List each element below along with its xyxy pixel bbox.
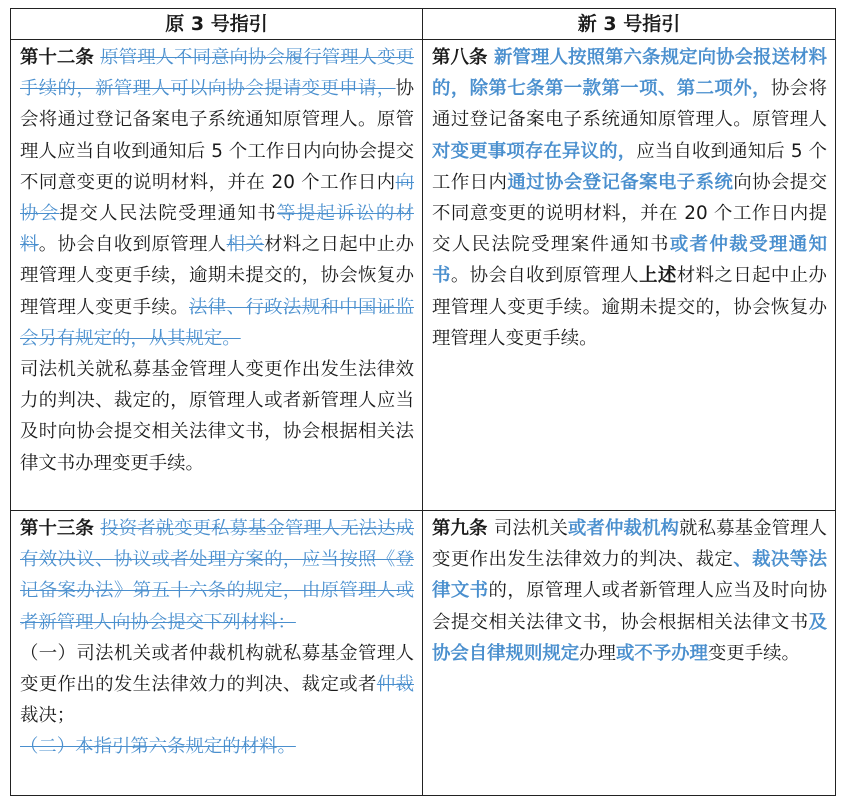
deleted-text: 相关 [226,234,265,256]
paragraph [432,42,827,354]
paragraph [20,638,414,732]
paragraph [20,731,414,762]
article-number: 第十三条 [20,518,101,539]
text-segment: 。协会自收到原管理人 [38,234,227,256]
emphasized-text: 上述 [639,265,677,287]
text-segment: （一）司法机关或者仲裁机构就私募基金管理人变更作出的发生法律效力的判决、裁定或者 [20,642,414,696]
text-segment: 协会将通过登记备案电子系统通知原管理人。原管理人 [432,78,827,131]
added-text: 对变更事项存在异议的， [432,140,637,162]
text-segment: 司法机关 [494,518,569,539]
header-row [11,9,836,40]
deleted-text: 原管理人不同意向协会履行管理人变更手续的，新管理人可以向协会提请变更申请， [20,47,414,100]
text-segment: 变更手续。 [707,642,800,664]
cell-new-article-9 [423,511,836,796]
text-segment: 就私募基金管理人变更作出发生法律效力的判决、裁定 [432,518,827,571]
text-segment: 向协会提交不同意变更的说明材料，并在 20 个工作日内提交人民法院受理案件通知书 [432,171,827,256]
cell-new-article-8 [423,40,836,511]
header-new-guideline: 新 3 号指引 [423,9,836,40]
added-text: 或不予办理 [615,642,708,664]
added-text: 或者仲裁受理通知书 [432,234,827,287]
table-row [11,40,836,511]
added-text: 新管理人按照第六条规定向协会报送材料的，除第七条第一款第一项、第二项外， [432,47,827,100]
header-old-guideline: 原 3 号指引 [11,9,423,40]
added-text: 或者仲裁机构 [568,518,680,539]
text-segment: 司法机关就私募基金管理人变更作出发生法律效力的判决、裁定的，原管理人或者新管理人应当及时向协会提交相关法律文书，协会根据相关法律文书办理变更手续。 [20,359,414,474]
text-segment: 协会将通过登记备案电子系统通知原管理人。原管理人应当自收到通知后 5 个工作日内向协会提交不同意变更的说明材料，并在 20 个工作日内 [20,78,414,193]
paragraph [20,42,414,354]
text-segment: 材料之日起中止办理管理人变更手续。逾期未提交的，协会恢复办理管理人变更手续。 [432,265,827,349]
comparison-table [10,8,836,796]
text-segment: 办理 [579,642,616,664]
article-number: 第十二条 [20,47,101,68]
text-segment: 。协会自收到原管理人 [450,265,640,287]
added-text: 及协会自律规则规定 [432,611,827,664]
cell-old-article-13 [11,511,423,796]
text-segment: 裁决； [20,705,76,727]
table-row [11,511,836,796]
article-number: 第九条 [432,518,495,539]
text-segment: 材料之日起中止办理管理人变更手续，逾期未提交的，协会恢复办理管理人变更手续。 [20,234,414,318]
deleted-text: 仲裁 [376,674,414,696]
cell-old-article-12 [11,40,423,511]
deleted-text: 投资者就变更私募基金管理人无法达成有效决议、协议或者处理方案的，应当按照《登记备案办法》第五十六条的规定，由原管理人或者新管理人向协会提交下列材料： [20,518,414,633]
text-segment: 提交人民法院受理通知书 [59,203,277,225]
text-segment: 应当自收到通知后 5 个工作日内 [432,140,827,193]
paragraph [20,513,414,638]
deleted-text: 法律、行政法规和中国证监会另有规定的，从其规定。 [20,296,414,349]
paragraph [20,354,414,479]
article-number: 第八条 [432,47,495,68]
paragraph [432,513,827,669]
deleted-text: 向协会 [20,171,414,225]
deleted-text: 等提起诉讼的材料 [20,203,414,256]
added-text: 通过协会登记备案电子系统 [507,171,734,193]
text-segment: 的，原管理人或者新管理人应当及时向协会提交相关法律文书，协会根据相关法律文书 [432,580,827,633]
deleted-text: （二）本指引第六条规定的材料。 [20,736,296,758]
added-text: 、裁决等法律文书 [432,549,827,602]
